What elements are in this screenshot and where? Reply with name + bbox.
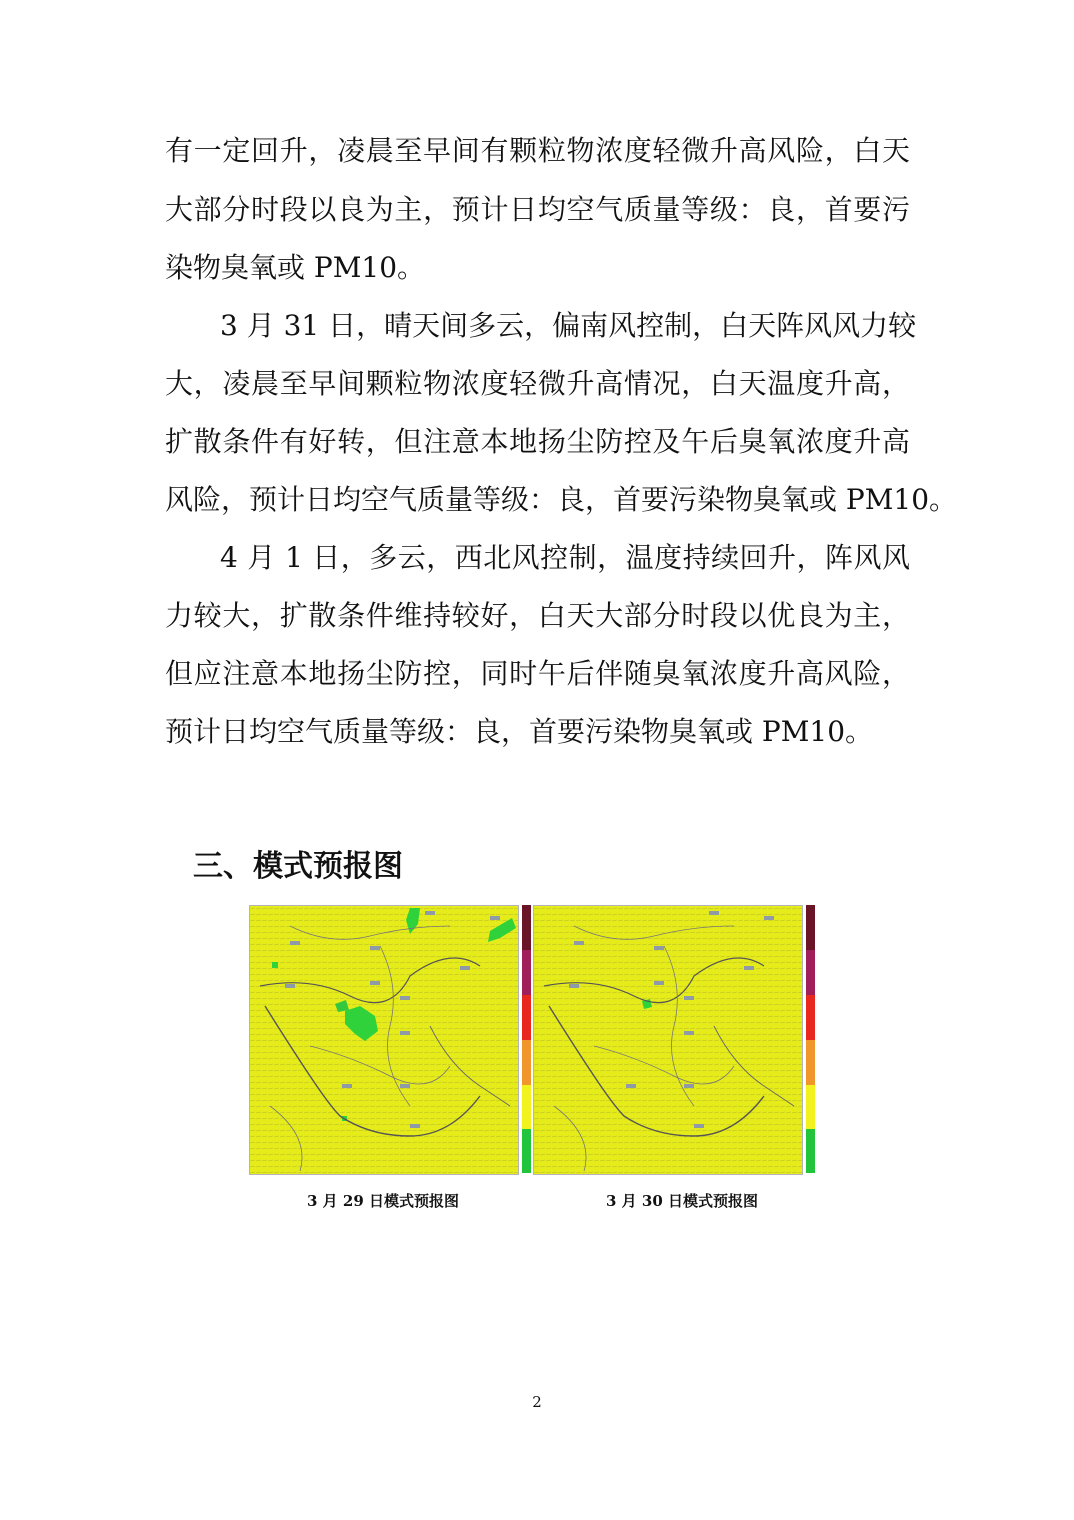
page-number: 2 [532,1393,542,1411]
figure-caption-march-29: 3 月 29 日模式预报图 [307,1192,459,1210]
section-title: 三、模式预报图 [193,849,403,884]
colorbar-segment [522,1129,531,1173]
body-line-8: 4 月 1 日，多云，西北风控制，温度持续回升，阵风风 [220,541,910,574]
body-line-10: 但应注意本地扬尘防控，同时午后伴随臭氧浓度升高风险， [165,657,910,690]
colorbar-segment [806,1040,815,1085]
body-line-1: 有一定回升，凌晨至早间有颗粒物浓度轻微升高风险，白天 [165,134,910,167]
colorbar-march-30 [806,905,815,1173]
body-line-3: 染物臭氧或 PM10。 [165,251,426,284]
colorbar-segment [806,995,815,1040]
body-line-4: 3 月 31 日，晴天间多云，偏南风控制，白天阵风风力较 [220,309,917,342]
figure-caption-march-30: 3 月 30 日模式预报图 [606,1192,758,1210]
colorbar-segment [522,1040,531,1085]
colorbar-segment [806,1085,815,1129]
body-line-5: 大，凌晨至早间颗粒物浓度轻微升高情况，白天温度升高， [165,367,910,400]
colorbar-segment [522,1085,531,1129]
body-line-11: 预计日均空气质量等级：良，首要污染物臭氧或 PM10。 [165,715,874,748]
body-line-6: 扩散条件有好转，但注意本地扬尘防控及午后臭氧浓度升高 [165,425,910,458]
forecast-map-march-30 [533,905,803,1175]
colorbar-segment [806,1129,815,1173]
colorbar-segment [806,950,815,995]
colorbar-segment [806,905,815,950]
body-line-7: 风险，预计日均空气质量等级：良，首要污染物臭氧或 PM10。 [165,483,958,516]
body-line-2: 大部分时段以良为主，预计日均空气质量等级：良，首要污 [165,193,910,226]
forecast-map-march-29 [249,905,519,1175]
colorbar-march-29 [522,905,531,1173]
colorbar-segment [522,905,531,950]
colorbar-segment [522,950,531,995]
colorbar-segment [522,995,531,1040]
body-line-9: 力较大，扩散条件维持较好，白天大部分时段以优良为主， [165,599,910,632]
